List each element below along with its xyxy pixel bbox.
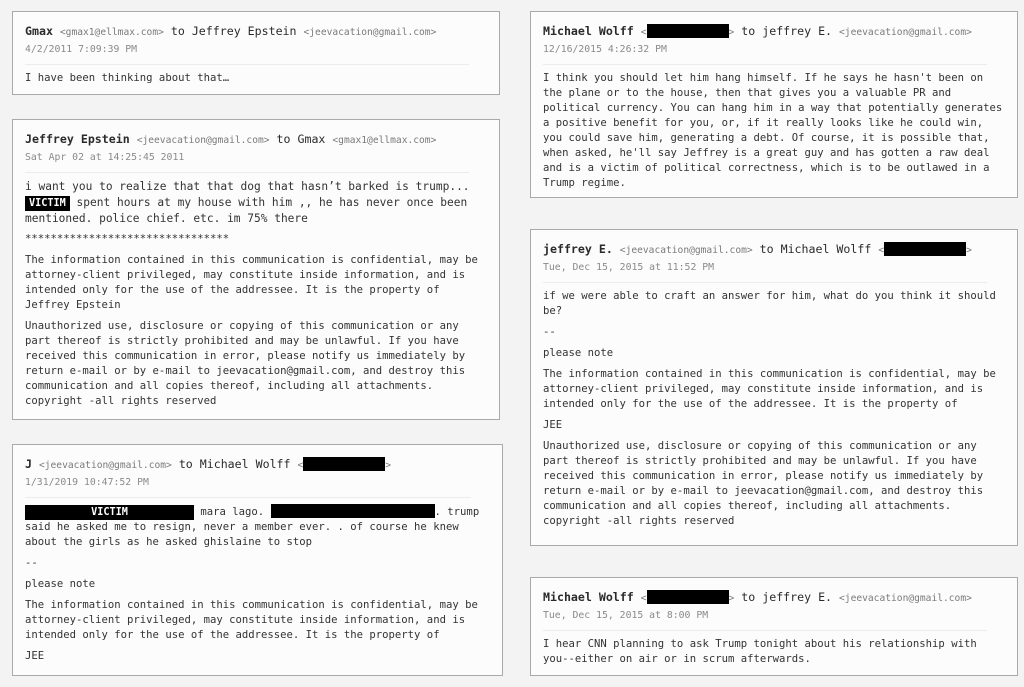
sender-address-close: > bbox=[728, 593, 735, 604]
recipient-name: jeffrey E. bbox=[762, 590, 833, 604]
email-date: Tue, Dec 15, 2015 at 8:00 PM bbox=[543, 610, 709, 621]
sender-address-close: > bbox=[728, 27, 735, 38]
recipient-address-open: < bbox=[297, 460, 304, 471]
email-header bbox=[25, 456, 490, 474]
body-mid: mara lago. bbox=[194, 506, 271, 518]
email-card-j-to-wolff bbox=[12, 444, 503, 676]
to-label: to bbox=[741, 590, 756, 604]
header-divider bbox=[543, 64, 987, 65]
redaction-box bbox=[647, 590, 729, 604]
sender-name: J bbox=[25, 457, 32, 471]
email-body: I think you should let him hang himself. If he says he hasn't been on the plane or to the house, then that gives you a valuable PR and political currency. You can hang him in a way that potentially generates a positive benefit for you, or, if it really looks like he could win, you could save him, generating a debt. Of course, it is possible that, when asked, he'll say Jeffrey is a great guy and has gotten a raw deal and is a victim of political correctness, which is to be outlawed in a Trump regime. bbox=[543, 72, 1009, 189]
sender-address: <jeevacation@gmail.com> bbox=[136, 135, 270, 146]
signature-dash: -- bbox=[25, 557, 38, 569]
recipient-name: Jeffrey Epstein bbox=[191, 24, 297, 38]
email-date: 4/2/2011 7:09:39 PM bbox=[25, 44, 138, 55]
redaction-box bbox=[271, 504, 435, 518]
to-label: to bbox=[276, 132, 291, 146]
recipient-address: <jeevacation@gmail.com> bbox=[303, 27, 437, 38]
body-line-1: i want you to realize that that dog that hasn’t barked is trump... bbox=[25, 180, 470, 193]
disclaimer-confidential: The information contained in this communication is confidential, may be attorney-client privileged, may constitute inside information, and is intended only for the use of the addressee. It is the property of bbox=[25, 599, 485, 641]
email-header bbox=[543, 241, 1005, 259]
body-line-2: spent hours at my house with him ,, he has never once been mentioned. police chief. etc. im 75% there bbox=[25, 195, 474, 225]
redaction-box bbox=[884, 242, 966, 256]
body-after: . trump said he asked me to resign, never a member ever. . of course he knew about the girls as he asked ghislaine to stop bbox=[25, 506, 486, 548]
email-body: if we were able to craft an answer for him, what do you think it should be? bbox=[543, 290, 1003, 317]
header-divider bbox=[25, 64, 469, 65]
recipient-name: Michael Wolff bbox=[199, 457, 291, 471]
sender-address: <jeevacation@gmail.com> bbox=[619, 245, 753, 256]
disclaimer-confidential: The information contained in this communication is confidential, may be attorney-client privileged, may constitute inside information, and is intended only for the use of the addressee. It is the property of bbox=[543, 368, 1003, 410]
email-header bbox=[25, 131, 487, 149]
email-card-wolff-to-jeffrey-2 bbox=[530, 577, 1018, 676]
email-body bbox=[25, 504, 490, 550]
email-card-jeffrey-to-wolff bbox=[530, 229, 1018, 546]
recipient-name: jeffrey E. bbox=[762, 24, 833, 38]
please-note: please note bbox=[25, 578, 96, 590]
disclaimer-owner: JEE bbox=[25, 650, 45, 662]
email-date: 1/31/2019 10:47:52 PM bbox=[25, 477, 149, 488]
to-label: to bbox=[178, 457, 193, 471]
to-label: to bbox=[759, 242, 774, 256]
email-body: I have been thinking about that… bbox=[25, 72, 230, 84]
recipient-name: Gmax bbox=[297, 132, 326, 146]
signature-dash: -- bbox=[543, 326, 556, 338]
recipient-address: <gmax1@ellmax.com> bbox=[332, 135, 437, 146]
header-divider bbox=[543, 630, 987, 631]
sender-name: Michael Wolff bbox=[543, 590, 634, 604]
sender-address: <gmax1@ellmax.com> bbox=[59, 27, 164, 38]
redaction-victim: VICTIM bbox=[25, 196, 70, 211]
header-divider bbox=[543, 282, 987, 283]
sender-address: <jeevacation@gmail.com> bbox=[38, 460, 172, 471]
header-divider bbox=[25, 172, 469, 173]
email-card-gmax-to-epstein bbox=[12, 11, 500, 95]
recipient-name: Michael Wolff bbox=[780, 242, 872, 256]
sender-name: Michael Wolff bbox=[543, 24, 634, 38]
recipient-address: <jeevacation@gmail.com> bbox=[839, 593, 972, 604]
sender-address-open: < bbox=[640, 27, 647, 38]
email-date: 12/16/2015 4:26:32 PM bbox=[543, 44, 667, 55]
sender-name: jeffrey E. bbox=[543, 242, 613, 256]
email-header bbox=[25, 23, 487, 41]
email-card-epstein-to-gmax bbox=[12, 119, 500, 420]
email-date: Tue, Dec 15, 2015 at 11:52 PM bbox=[543, 262, 715, 273]
disclaimer-unauthorized: Unauthorized use, disclosure or copying of this communication or any part thereof is strictly prohibited and may be unlawful. If you have received this communication in error, please notify us immediately by return e-mail or by e-mail to jeevacation@gmail.com, and destroy this communication and all copies thereof, including all attachments. copyright -all rights reserved bbox=[543, 440, 990, 527]
email-card-wolff-to-jeffrey-1 bbox=[530, 11, 1018, 198]
disclaimer-owner: JEE bbox=[543, 419, 563, 431]
recipient-address-close: > bbox=[385, 460, 392, 471]
disclaimer-confidential: The information contained in this communication is confidential, may be attorney-client privileged, may constitute inside information, and is intended only for the use of the addressee. It is the property of Jeffrey Epstein bbox=[25, 254, 485, 311]
sender-name: Gmax bbox=[25, 24, 53, 38]
email-date: Sat Apr 02 at 14:25:45 2011 bbox=[25, 152, 185, 163]
to-label: to bbox=[741, 24, 756, 38]
please-note: please note bbox=[543, 347, 614, 359]
header-divider bbox=[25, 497, 471, 498]
redaction-box bbox=[303, 457, 385, 471]
redaction-box bbox=[647, 24, 729, 38]
recipient-address-open: < bbox=[878, 245, 885, 256]
email-header bbox=[543, 589, 1005, 607]
sender-name: Jeffrey Epstein bbox=[25, 132, 130, 146]
email-body bbox=[25, 179, 487, 226]
email-body: I hear CNN planning to ask Trump tonight about his relationship with you--either on air or in scrum afterwards. bbox=[543, 638, 984, 665]
email-header bbox=[543, 23, 1005, 41]
redaction-victim: VICTIM bbox=[25, 505, 194, 520]
recipient-address-close: > bbox=[966, 245, 972, 256]
disclaimer-unauthorized: Unauthorized use, disclosure or copying of this communication or any part thereof is strictly prohibited and may be unlawful. If you have received this communication in error, please notify us immediately by return e-mail or by e-mail to jeevacation@gmail.com, and destroy this communication and all copies thereof, including all attachments. copyright -all rights reserved bbox=[25, 320, 472, 407]
signature-stars: ******************************** bbox=[25, 233, 230, 245]
recipient-address: <jeevacation@gmail.com> bbox=[839, 27, 972, 38]
sender-address-open: < bbox=[640, 593, 647, 604]
to-label: to bbox=[170, 24, 185, 38]
